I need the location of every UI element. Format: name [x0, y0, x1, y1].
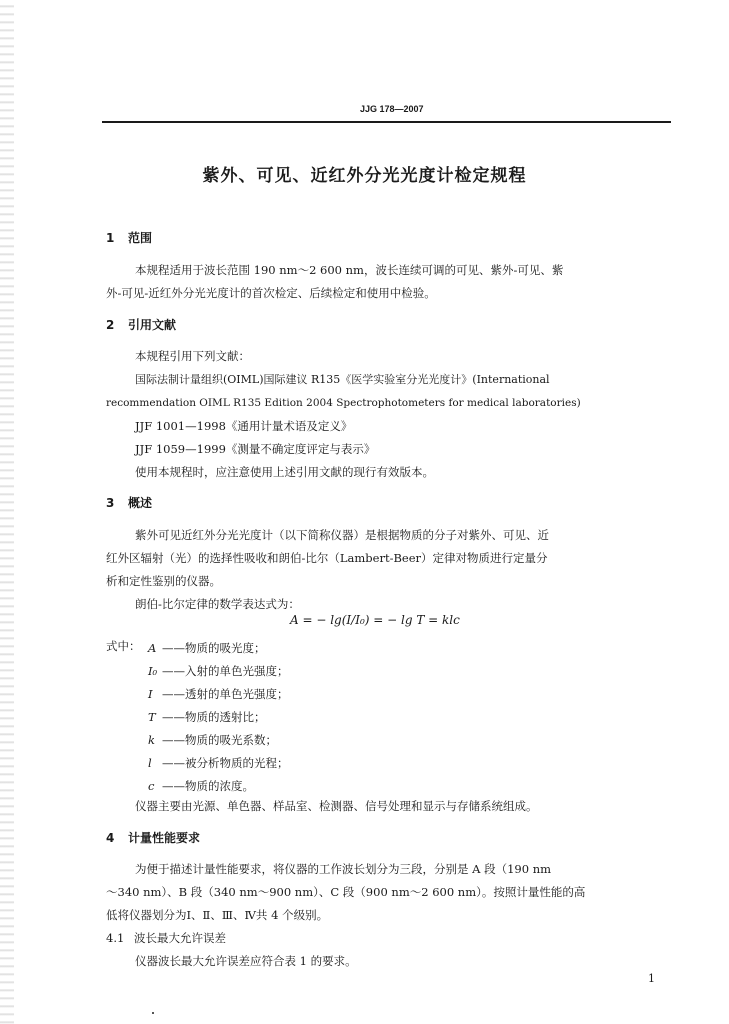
- section-number: 3: [106, 496, 115, 510]
- definition-text: ——物质的透射比；: [162, 710, 266, 724]
- document-title: 紫外、可见、近红外分光光度计检定规程: [202, 166, 527, 186]
- paragraph-line: 本规程适用于波长范围 190 nm～2 600 nm，波长连续可调的可见、紫外-可见、紫: [135, 263, 564, 277]
- section-title: 范围: [128, 231, 153, 245]
- section-title: 概述: [128, 496, 153, 510]
- paragraph-line: 析和定性鉴别的仪器。: [106, 574, 221, 588]
- definition-row: [148, 755, 289, 771]
- paragraph-line: 外-可见-近红外分光光度计的首次检定、后续检定和使用中检验。: [106, 286, 436, 300]
- definition-row: [148, 778, 254, 794]
- section-1-heading: [106, 229, 152, 246]
- definition-row: [148, 709, 266, 725]
- reference-line: 国际法制计量组织(OIML)国际建议 R135《医学实验室分光光度计》(International: [135, 373, 550, 386]
- paragraph-line: 为便于描述计量性能要求，将仪器的工作波长划分为三段，分别是 A 段（190 nm: [135, 862, 552, 876]
- definition-text: ——透射的单色光强度；: [162, 687, 289, 701]
- definition-row: [148, 663, 289, 679]
- definition-text: ——物质的吸光系数；: [162, 733, 277, 747]
- paragraph-line: 仪器波长最大允许误差应符合表 1 的要求。: [135, 954, 357, 968]
- definition-symbol: I₀: [148, 664, 158, 678]
- definition-row: [148, 640, 266, 656]
- section-number: 2: [106, 318, 115, 332]
- subsection-4-1-heading: [106, 928, 226, 948]
- definition-text: ——物质的吸光度；: [162, 641, 266, 655]
- document-code: JJG 178—2007: [360, 104, 424, 114]
- paragraph-line: 红外区辐射（光）的选择性吸收和朗伯-比尔（Lambert-Beer）定律对物质进行定量分: [106, 551, 548, 565]
- where-label: 式中：: [106, 639, 141, 653]
- paragraph-line: 朗伯-比尔定律的数学表达式为：: [135, 597, 300, 611]
- definition-symbol: k: [148, 733, 155, 747]
- definition-symbol: I: [148, 687, 153, 701]
- section-3-heading: [106, 494, 152, 511]
- section-title: 计量性能要求: [128, 831, 201, 845]
- paragraph-line: 使用本规程时，应注意使用上述引用文献的现行有效版本。: [135, 465, 434, 479]
- scan-edge-artifact: [0, 0, 14, 1024]
- paragraph-line: 仪器主要由光源、单色器、样品室、检测器、信号处理和显示与存储系统组成。: [135, 799, 538, 813]
- section-4-heading: [106, 829, 200, 846]
- paragraph-line: 本规程引用下列文献：: [135, 349, 250, 363]
- definition-row: [148, 686, 289, 702]
- definition-text: ——被分析物质的光程；: [162, 756, 289, 770]
- header-rule: [102, 121, 671, 123]
- beer-lambert-formula: A = − lg(I/I₀) = − lg T = klc: [290, 613, 460, 627]
- subsection-title: 波长最大允许误差: [134, 931, 226, 945]
- definition-symbol: A: [148, 641, 157, 655]
- definition-text: ——入射的单色光强度；: [162, 664, 289, 678]
- section-title: 引用文献: [128, 318, 177, 332]
- definition-text: ——物质的浓度。: [162, 779, 254, 793]
- section-2-heading: [106, 316, 176, 333]
- page-number: 1: [648, 972, 655, 985]
- section-number: 4: [106, 831, 115, 845]
- paragraph-line: 低将仪器划分为Ⅰ、Ⅱ、Ⅲ、Ⅳ共 4 个级别。: [106, 908, 329, 922]
- section-number: 1: [106, 231, 115, 245]
- definition-symbol: l: [148, 756, 152, 770]
- reference-line: JJF 1001—1998《通用计量术语及定义》: [135, 419, 353, 433]
- subsection-number: 4.1: [106, 931, 125, 945]
- reference-line: JJF 1059—1999《测量不确定度评定与表示》: [135, 442, 376, 456]
- definition-symbol: T: [148, 710, 156, 724]
- scan-speck: [152, 1012, 154, 1014]
- definition-row: [148, 732, 277, 748]
- definition-symbol: c: [148, 779, 155, 793]
- reference-line: recommendation OIML R135 Edition 2004 Spectrophotometers for medical laboratories): [106, 397, 581, 409]
- paragraph-line: 紫外可见近红外分光光度计（以下简称仪器）是根据物质的分子对紫外、可见、近: [135, 528, 549, 542]
- paragraph-line: ～340 nm）、B 段（340 nm～900 nm）、C 段（900 nm～2 600 nm）。按照计量性能的高: [106, 885, 586, 899]
